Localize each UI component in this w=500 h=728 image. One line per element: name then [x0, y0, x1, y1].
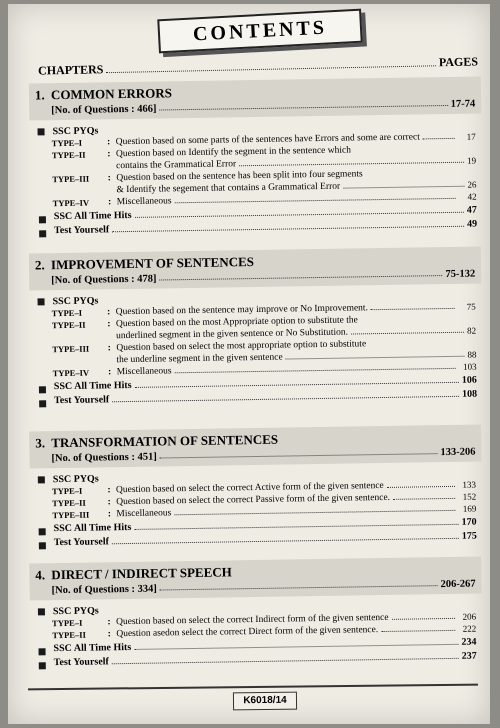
dotted-leader — [135, 212, 464, 218]
square-bullet-icon — [38, 128, 45, 135]
question-count: [No. of Questions : 451] — [51, 451, 157, 465]
dotted-leader — [381, 630, 455, 632]
pyq-label: SSC PYQs — [52, 295, 99, 308]
section-title-text: DIRECT / INDIRECT SPEECH — [51, 564, 232, 583]
contents-title: CONTENTS — [192, 16, 328, 45]
dotted-leader — [175, 368, 456, 373]
square-bullet-icon — [39, 528, 46, 535]
dotted-leader — [371, 308, 455, 310]
book-page — [8, 4, 490, 724]
type-name: TYPE–II — [52, 629, 86, 641]
colon: : — [107, 343, 111, 354]
dotted-leader — [112, 658, 459, 664]
section-improvement-of-sentences — [29, 246, 483, 409]
type-name: TYPE–II — [51, 149, 86, 161]
type-description-extra: & Identify the segement that contains a Grammatical Error — [116, 181, 341, 196]
section-page-range: 206-267 — [440, 578, 476, 591]
dotted-leader — [160, 453, 438, 458]
type-name: TYPE–III — [52, 343, 90, 355]
dotted-leader — [423, 138, 455, 140]
test-page: 237 — [461, 650, 477, 662]
dotted-leader — [160, 105, 448, 111]
square-bullet-icon — [39, 662, 46, 669]
type-description: Question based on the sentence may improve or No Improvement. — [115, 303, 369, 318]
section-body — [29, 283, 483, 409]
chapters-header: CHAPTERS — [37, 62, 104, 78]
type-page: 42 — [467, 191, 477, 202]
test-yourself-label: Test Yourself — [54, 224, 110, 237]
type-page: 206 — [462, 611, 477, 622]
type-description: Question based on the most Appropriate option to substitute the — [115, 315, 358, 330]
question-count: [No. of Questions : 334] — [51, 583, 157, 597]
section-number: 1. — [34, 87, 45, 103]
type-name: TYPE–IV — [52, 367, 90, 379]
section-title-text: COMMON ERRORS — [50, 85, 173, 103]
square-bullet-icon — [38, 298, 45, 305]
type-description: Question based on Identify the segment in the sentence which — [115, 145, 352, 160]
square-bullet-icon — [39, 230, 46, 237]
section-page-range: 133-206 — [440, 446, 476, 459]
type-description: Question based on select the correct Active form of the given sentence — [115, 480, 384, 496]
all-time-hits-label: SSC All Time Hits — [53, 379, 132, 393]
type-page: 169 — [462, 503, 477, 514]
section-number: 2. — [34, 257, 45, 273]
colon: : — [107, 137, 111, 148]
square-bullet-icon — [39, 400, 46, 407]
type-page: 17 — [466, 131, 476, 142]
dotted-leader — [112, 396, 459, 402]
section-number: 3. — [35, 435, 46, 451]
hits-page: 234 — [461, 636, 477, 648]
type-page: 133 — [462, 479, 477, 490]
square-bullet-icon — [39, 386, 46, 393]
type-name: TYPE–IV — [52, 197, 90, 209]
dotted-leader — [239, 162, 464, 167]
colon: : — [107, 617, 111, 628]
column-header-row — [38, 51, 478, 78]
type-name: TYPE–I — [51, 485, 83, 497]
square-bullet-icon — [38, 608, 45, 615]
section-title-text: TRANSFORMATION OF SENTENCES — [51, 431, 279, 451]
all-time-hits-label: SSC All Time Hits — [53, 209, 132, 223]
square-bullet-icon — [39, 648, 46, 655]
dotted-leader — [351, 332, 464, 335]
dotted-leader — [134, 644, 458, 650]
section-page-range: 17-74 — [450, 98, 476, 110]
dotted-leader — [393, 498, 455, 500]
type-page: 152 — [462, 491, 477, 502]
colon: : — [107, 307, 111, 318]
type-name: TYPE–II — [51, 319, 86, 331]
type-page: 103 — [463, 361, 477, 372]
type-description-extra: the underline segment in the given sentence — [116, 352, 283, 366]
type-page: 82 — [466, 325, 477, 336]
colon: : — [108, 367, 112, 378]
pyq-label: SSC PYQs — [52, 125, 99, 138]
square-bullet-icon — [38, 476, 45, 483]
pyq-label: SSC PYQs — [52, 605, 99, 618]
type-description: Miscellaneous — [116, 508, 172, 520]
section-direct-indirect-speech — [29, 556, 483, 671]
dotted-leader — [112, 538, 459, 544]
hits-page: 170 — [461, 516, 477, 528]
type-description: Question based on the sentence has been split into four segments — [116, 169, 363, 184]
bottom-rule — [28, 684, 478, 691]
colon: : — [107, 509, 112, 520]
dotted-leader — [135, 382, 459, 388]
colon: : — [107, 173, 111, 184]
colon: : — [107, 319, 111, 330]
type-page: 88 — [467, 349, 477, 360]
type-page: 19 — [466, 155, 477, 166]
test-page: 49 — [466, 218, 478, 230]
type-description-extra: contains the Grammatical Error — [116, 159, 237, 172]
colon: : — [107, 149, 111, 160]
all-time-hits-label: SSC All Time Hits — [53, 641, 132, 655]
dotted-leader — [286, 356, 465, 360]
dotted-leader — [112, 226, 464, 233]
section-page-range: 75-132 — [445, 268, 476, 281]
pyq-label: SSC PYQs — [52, 473, 99, 486]
test-yourself-label: Test Yourself — [54, 394, 110, 407]
type-page: 75 — [466, 301, 476, 312]
type-name: TYPE–I — [52, 617, 83, 629]
type-description: Question asedon select the correct Direct form of the given sentence. — [116, 625, 379, 640]
section-title-text: IMPROVEMENT OF SENTENCES — [50, 254, 255, 273]
section-body — [30, 593, 483, 671]
section-common-errors — [29, 76, 483, 239]
hits-page: 47 — [466, 204, 477, 216]
type-name: TYPE–II — [52, 497, 86, 509]
section-body — [29, 113, 483, 239]
dotted-leader — [392, 618, 456, 620]
type-description: Question based on select the most appropriate option to substitute — [116, 339, 367, 354]
colon: : — [108, 197, 112, 208]
dotted-leader — [175, 198, 456, 203]
type-name: TYPE–I — [51, 307, 83, 319]
section-transformation-of-sentences — [29, 424, 483, 551]
square-bullet-icon — [39, 216, 46, 223]
question-count: [No. of Questions : 478] — [51, 273, 157, 287]
type-page: 222 — [462, 623, 477, 634]
dotted-leader — [160, 275, 443, 280]
hits-page: 106 — [461, 374, 477, 386]
question-count: [No. of Questions : 466] — [51, 103, 157, 117]
type-description: Question based on select the correct Passive form of the given sentence. — [116, 492, 391, 508]
colon: : — [107, 497, 111, 508]
pages-header: PAGES — [438, 54, 479, 70]
dotted-leader — [134, 524, 458, 530]
type-description: Miscellaneous — [116, 366, 172, 378]
type-description-extra: underlined segment in the given sentence or No Substitution. — [116, 327, 349, 342]
type-description: Question based on select the correct Indirect form of the given sentence — [116, 612, 389, 628]
contents-title-box — [157, 9, 362, 54]
dotted-leader — [343, 186, 464, 189]
dotted-leader — [106, 65, 435, 73]
test-yourself-label: Test Yourself — [53, 536, 110, 549]
type-description: Question based on some parts of the sentences have Errors and some are correct — [115, 132, 420, 148]
dotted-leader — [174, 510, 455, 515]
test-page: 175 — [461, 530, 477, 542]
footer-code: K6018/14 — [233, 692, 297, 711]
type-name: TYPE–I — [51, 137, 83, 149]
type-name: TYPE–III — [52, 509, 90, 521]
test-page: 108 — [461, 388, 478, 400]
colon: : — [107, 485, 111, 496]
colon: : — [107, 629, 111, 640]
section-number: 4. — [35, 567, 46, 583]
type-description: Miscellaneous — [116, 196, 172, 208]
dotted-leader — [387, 486, 455, 488]
test-yourself-label: Test Yourself — [53, 656, 109, 669]
all-time-hits-label: SSC All Time Hits — [53, 521, 132, 535]
type-page: 26 — [467, 179, 477, 190]
dotted-leader — [160, 585, 438, 590]
type-name: TYPE–III — [52, 173, 90, 185]
section-body — [30, 461, 483, 551]
square-bullet-icon — [39, 542, 46, 549]
